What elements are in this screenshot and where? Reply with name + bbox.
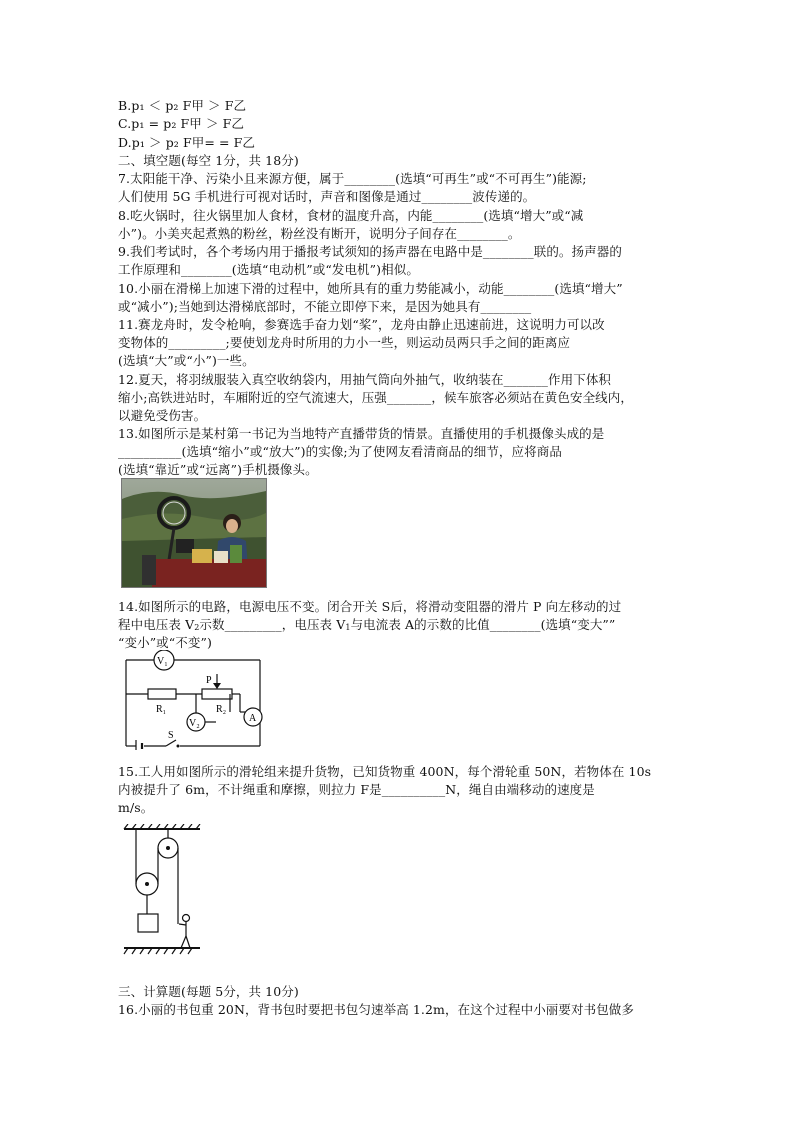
q14-line-1: 14.如图所示的电路，电源电压不变。闭合开关 S后，将滑动变阻器的滑片 P 向左移动的过 — [118, 599, 622, 614]
q16-line-1: 16.小丽的书包重 20N，背书包时要把书包匀速举高 1.2m，在这个过程中小丽要对书包做多 — [118, 1002, 635, 1017]
circuit-s-label: S — [168, 730, 174, 741]
q13-line-2: __________(选填“缩小”或“放大”)的实像;为了使网友看清商品的细节，应将商品 — [118, 444, 562, 459]
q8-line-2: 小”)。小美夹起煮熟的粉丝，粉丝没有断开，说明分子间存在________。 — [118, 226, 521, 241]
q7-line-2: 人们使用 5G 手机进行可视对话时，声音和图像是通过________波传递的。 — [118, 189, 536, 204]
livestream-photo — [121, 478, 267, 588]
q14-line-2-a: 程中电压表 V — [118, 617, 195, 632]
pulley-diagram — [122, 824, 202, 956]
option-d: D.p₁ ＞ p₂ F甲= = F乙 — [118, 135, 256, 150]
q12-line-3: 以避免受伤害。 — [118, 408, 207, 423]
q14-v1-subscript: 1 — [345, 623, 351, 632]
q9-line-1: 9.我们考试时，各个考场内用于播报考试须知的扬声器在电路中是________联的。扬声器的 — [118, 244, 622, 259]
q13-line-1: 13.如图所示是某村第一书记为当地特产直播带货的情景。直播使用的手机摄像头成的是 — [118, 426, 605, 441]
circuit-diagram — [120, 650, 270, 750]
q11-line-2: 变物体的_________;要使划龙舟时所用的力小一些，则运动员两只手之间的距离应 — [118, 335, 571, 350]
q8-line-1: 8.吃火锅时，往火锅里加人食材，食材的温度升高，内能________(选填“增大”或“减 — [118, 208, 584, 223]
section-3-title: 三、计算题(每题 5分，共 10分) — [118, 984, 299, 999]
circuit-a-label: A — [249, 713, 257, 724]
section-2-title: 二、填空题(每空 1分，共 18分) — [118, 153, 299, 168]
q9-line-2: 工作原理和________(选填“电动机”或“发电机”)相似。 — [118, 262, 419, 277]
q15-line-3: m/s。 — [118, 800, 154, 815]
circuit-r1-label: R₁ — [156, 704, 167, 715]
circuit-r2-label: R₂ — [216, 704, 227, 715]
q7-line-1: 7.太阳能干净、污染小且来源方便，属于________(选填“可再生”或“不可再生”)能源; — [118, 171, 587, 186]
circuit-v1-label: V₁ — [157, 656, 168, 667]
q14-line-3: “变小”或“不变”) — [118, 635, 212, 650]
q14-line-2-c: 与电流表 A的示数的比值________(选填“变大”” — [350, 617, 616, 632]
option-b: B.p₁ ＜ p₂ F甲 ＞ F乙 — [118, 98, 247, 113]
circuit-p-label: P — [206, 675, 212, 686]
q14-line-2-b: 示数_________，电压表 V — [199, 617, 346, 632]
q14-v2-subscript: 2 — [194, 623, 200, 632]
q12-line-2: 缩小;高铁进站时，车厢附近的空气流速大，压强_______，候车旅客必须站在黄色安全线内， — [118, 390, 633, 405]
q13-line-3: (选填“靠近”或“远离”)手机摄像头。 — [118, 462, 318, 477]
q11-line-1: 11.赛龙舟时，发令枪响，参赛选手奋力划“桨”，龙舟由静止迅速前进，这说明力可以改 — [118, 317, 605, 332]
q15-line-2: 内被提升了 6m，不计绳重和摩擦，则拉力 F是__________N，绳自由端移动的速度是 — [118, 782, 595, 797]
q12-line-1: 12.夏天，将羽绒服装入真空收纳袋内，用抽气筒向外抽气，收纳装在_______作用下体积 — [118, 372, 612, 387]
option-c: C.p₁ = p₂ F甲 ＞ F乙 — [118, 116, 245, 131]
circuit-v2-label: V₂ — [189, 718, 200, 729]
q15-line-1: 15.工人用如图所示的滑轮组来提升货物，已知货物重 400N，每个滑轮重 50N，若物体在 10s — [118, 764, 652, 779]
q10-line-2: 或“减小”);当她到达滑梯底部时，不能立即停下来，是因为她具有________ — [118, 299, 532, 314]
q11-line-3: (选填“大”或“小”)一些。 — [118, 353, 255, 368]
q10-line-1: 10.小丽在滑梯上加速下滑的过程中，她所具有的重力势能减小，动能________(选填“增大” — [118, 281, 623, 296]
